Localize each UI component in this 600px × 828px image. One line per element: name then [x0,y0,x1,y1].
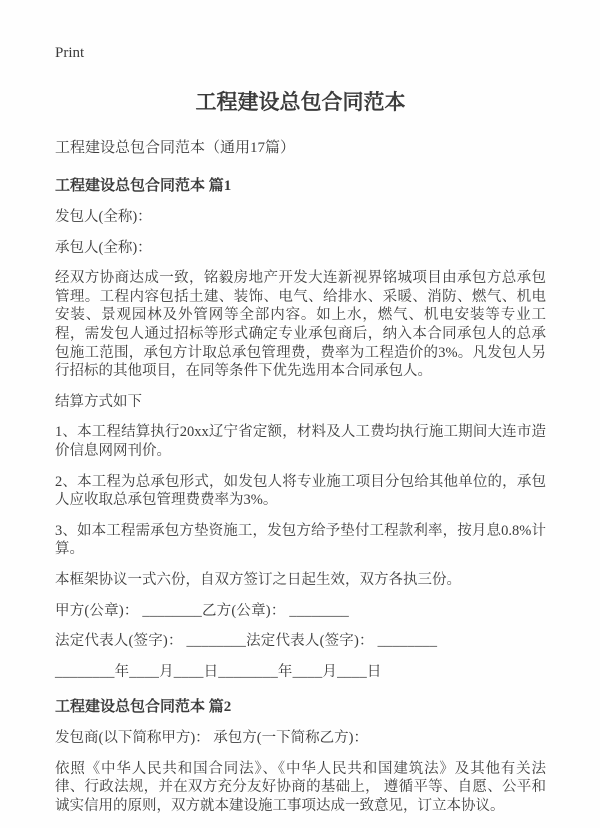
document-subtitle: 工程建设总包合同范本（通用17篇） [55,140,296,156]
legal-basis-paragraph: 依照《中华人民共和国合同法》、《中华人民共和国建筑法》及其他有关法律、行政法规，并在双方充分友好协商的基础上， 遵循平等、自愿、公平和诚实信用的原则，双方就本建设施工事项达成一致意见，订立本协议。 [55,760,546,815]
employer-name-line: 发包人(全称)： [55,209,152,225]
seal-signature-line: 甲方(公章)： ________乙方(公章)： ________ [55,602,349,619]
print-button[interactable]: Print [55,45,85,61]
agreement-paragraph: 经双方协商达成一致，铭毅房地产开发大连新视界铭城项目由承包方总承包管理。工程内容包括土建、装饰、电气、给排水、采暖、消防、燃气、机电安装、景观园林及外管网等全部内容。如上水，燃气、机电安装等专业工程，需发包人通过招标等形式确定专业承包商后，纳入本合同承包人的总承包施工范围，承包方计取总承包管理费，费率为工程造价的3%。凡发包人另行招标的其他项目，在同等条件下优先选用本合同承包人。 [55,270,546,380]
settlement-item-1: 1、本工程结算执行20xx辽宁省定额，材料及人工费均执行施工期间大连市造价信息网网刊价。 [55,424,546,459]
settlement-heading: 结算方式如下 [55,393,142,410]
section-1-heading: 工程建设总包合同范本 篇1 [55,178,232,194]
settlement-item-3: 3、如本工程需承包方垫资施工，发包方给予垫付工程款利率，按月息0.8%计算。 [55,522,546,558]
contractor-name-line: 承包人(全称)： [55,239,152,256]
page-title: 工程建设总包合同范本 [195,90,406,114]
parties-line: 发包商(以下简称甲方)： 承包方(一下简称乙方)： [55,730,368,747]
section-1 [55,174,546,681]
section-2 [55,695,546,815]
date-line: ________年____月____日________年____月____日 [55,663,382,680]
copies-paragraph: 本框架协议一式六份，自双方签订之日起生效，双方各执三份。 [55,571,461,588]
section-2-heading: 工程建设总包合同范本 篇2 [55,699,232,716]
settlement-item-2: 2、本工程为总承包形式，如发包人将专业施工项目分包给其他单位的，承包人应收取总承包管理费费率为3%。 [55,473,546,509]
legal-representative-line: 法定代表人(签字)： ________法定代表人(签字)： ________ [55,633,438,650]
